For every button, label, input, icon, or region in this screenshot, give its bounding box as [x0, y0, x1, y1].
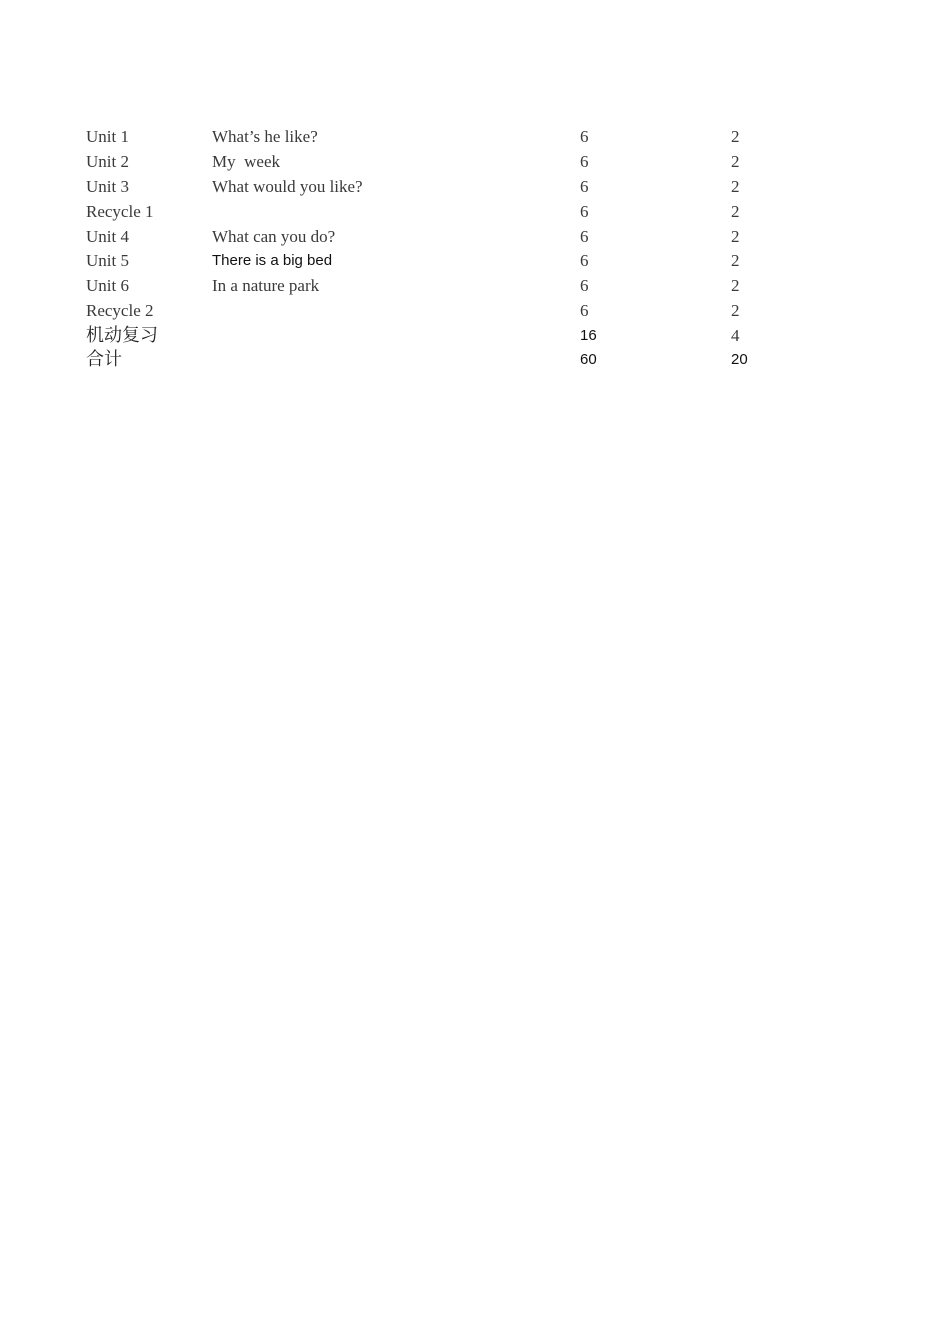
weeks-cell: 4 — [731, 326, 740, 345]
table-row — [0, 174, 950, 199]
hours-cell: 16 — [580, 327, 597, 344]
weeks-cell: 2 — [731, 276, 740, 295]
unit-cell: Unit 6 — [86, 276, 129, 295]
weeks-cell: 2 — [731, 227, 740, 246]
title-cell: What’s he like? — [212, 127, 318, 146]
hours-cell: 6 — [580, 227, 589, 246]
unit-cell: Unit 3 — [86, 177, 129, 196]
unit-cell: Recycle 1 — [86, 202, 154, 221]
unit-cell: Unit 2 — [86, 152, 129, 171]
table-row — [0, 124, 950, 149]
weeks-cell: 2 — [731, 301, 740, 320]
title-cell: In a nature park — [212, 276, 320, 295]
hours-cell: 6 — [580, 202, 589, 221]
weeks-cell: 2 — [731, 177, 740, 196]
hours-cell: 6 — [580, 177, 589, 196]
unit-cell: 机动复习 — [86, 325, 158, 346]
table-row — [0, 347, 950, 372]
title-cell: There is a big bed — [212, 252, 333, 269]
table-row — [0, 199, 950, 224]
unit-cell: Unit 4 — [86, 227, 129, 246]
unit-cell: 合计 — [86, 349, 122, 370]
table-row — [0, 149, 950, 174]
table-row — [0, 224, 950, 249]
title-cell: What would you like? — [212, 177, 363, 196]
weeks-cell: 2 — [731, 127, 740, 146]
weeks-cell: 2 — [731, 251, 740, 270]
weeks-cell: 2 — [731, 152, 740, 171]
title-cell: What can you do? — [212, 227, 336, 246]
hours-cell: 6 — [580, 127, 589, 146]
hours-cell: 6 — [580, 276, 589, 295]
weeks-cell: 20 — [731, 351, 748, 368]
hours-cell: 6 — [580, 301, 589, 320]
unit-cell: Recycle 2 — [86, 301, 154, 320]
hours-cell: 6 — [580, 152, 589, 171]
hours-cell: 60 — [580, 351, 597, 368]
table-row — [0, 323, 950, 348]
table-row — [0, 298, 950, 323]
table-row — [0, 248, 950, 273]
unit-cell: Unit 1 — [86, 127, 129, 146]
table-row — [0, 273, 950, 298]
weeks-cell: 2 — [731, 202, 740, 221]
unit-cell: Unit 5 — [86, 251, 129, 270]
hours-cell: 6 — [580, 251, 589, 270]
title-cell: My week — [212, 152, 280, 171]
